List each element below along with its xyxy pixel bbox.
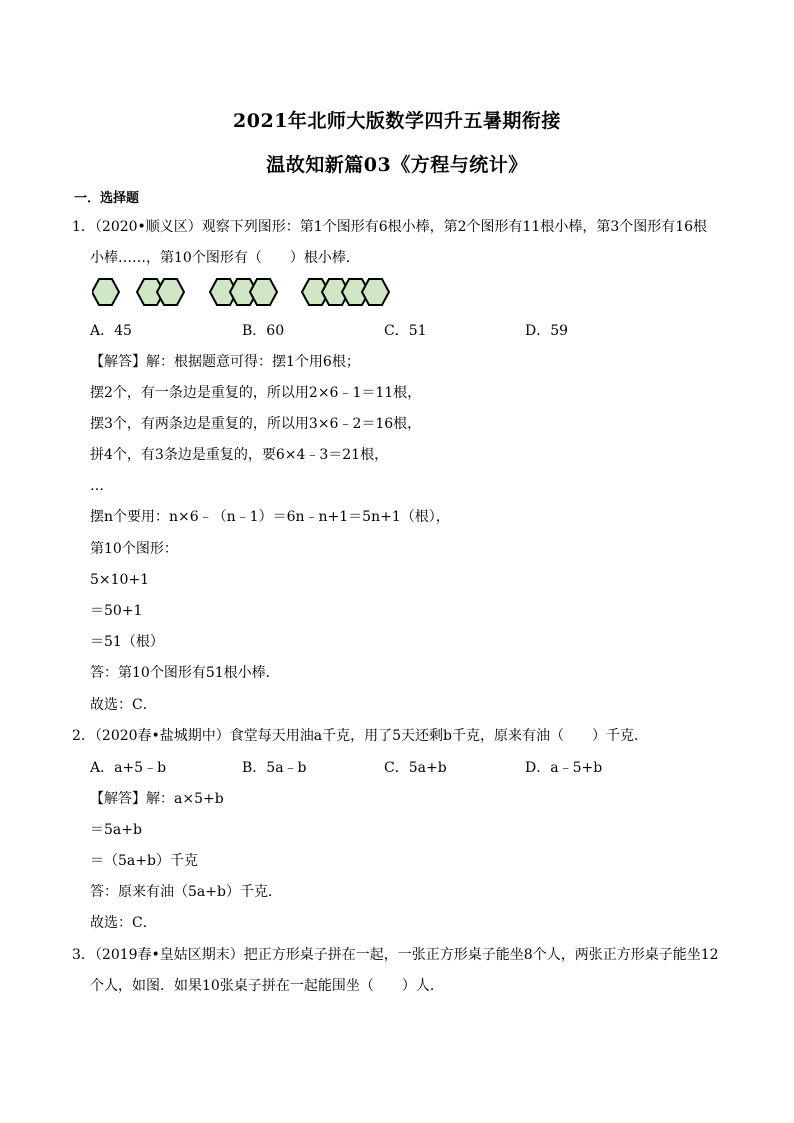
hexagon: [362, 279, 389, 305]
hexagon-figures: [92, 276, 402, 312]
q1-solution-line: ＝51（根）: [90, 634, 164, 650]
q2-option-c: C．5a+b: [384, 760, 447, 776]
q1-solution-line: 故选：C．: [90, 697, 157, 713]
document-subtitle: 温故知新篇03《方程与统计》: [266, 154, 528, 176]
q3-stem-line1: 3．（2019春•皇姑区期末）把正方形桌子拼在一起，一张正方形桌子能坐8个人，两张正方形桌子能坐12: [72, 947, 719, 963]
hexagon-figure-4: [302, 279, 389, 305]
q1-solution-line: 摆2个，有一条边是重复的，所以用2×6﹣1＝11根，: [90, 385, 422, 401]
q2-solution-line: 【解答】解：a×5+b: [90, 791, 224, 807]
q1-solution-line: 第10个图形：: [90, 541, 178, 557]
q1-solution-line: 摆3个，有两条边是重复的，所以用3×6﹣2＝16根，: [90, 416, 422, 432]
q1-option-d: D．59: [525, 323, 569, 339]
q1-stem-line1: 1．（2020•顺义区）观察下列图形：第1个图形有6根小棒，第2个图形有11根小棒，第3个图形有16根: [72, 219, 708, 235]
q2-option-a: A．a+5﹣b: [90, 760, 167, 776]
q1-solution-line: 摆n个要用：n×6﹣（n﹣1）＝6n﹣n+1＝5n+1（根），: [90, 509, 450, 525]
q2-option-b: B．5a﹣b: [242, 760, 307, 776]
q2-solution-line: 答：原来有油（5a+b）千克．: [90, 884, 282, 900]
q1-solution-line: 5×10+1: [90, 572, 150, 588]
hexagon-figure-3: [210, 279, 277, 305]
q1-option-c: C．51: [384, 323, 427, 339]
q1-solution-line: …: [90, 478, 104, 494]
q1-stem-line2: 小棒……，第10个图形有（ ）根小棒．: [90, 250, 360, 266]
q2-stem-line1: 2．（2020春•盐城期中）食堂每天用油a千克，用了5天还剩b千克，原来有油（ ）千克．: [72, 728, 649, 744]
hexagon-figure-2: [137, 279, 184, 305]
q1-option-b: B．60: [242, 323, 285, 339]
q1-option-a: A．45: [90, 323, 132, 339]
q1-solution-line: 答：第10个图形有51根小棒．: [90, 665, 280, 681]
q1-solution-line: 【解答】解：根据题意可得：摆1个用6根；: [90, 354, 360, 370]
q1-solution-line: 拼4个，有3条边是重复的，要6×4﹣3＝21根，: [90, 447, 389, 463]
q2-solution-line: 故选：C．: [90, 915, 157, 931]
hexagon: [250, 279, 277, 305]
q1-solution-line: ＝50+1: [90, 603, 143, 619]
q2-solution-line: ＝5a+b: [90, 822, 142, 838]
q2-solution-line: ＝（5a+b）千克: [90, 853, 198, 869]
document-title: 2021年北师大版数学四升五暑期衔接: [233, 110, 561, 132]
hexagon: [92, 279, 119, 305]
q2-option-d: D．a﹣5+b: [525, 760, 603, 776]
hexagon: [157, 279, 184, 305]
section-heading: 一．选择题: [74, 191, 140, 206]
q3-stem-line2: 个人，如图．如果10张桌子拼在一起能围坐（ ）人．: [90, 978, 444, 994]
hexagon-figure-1: [92, 279, 119, 305]
